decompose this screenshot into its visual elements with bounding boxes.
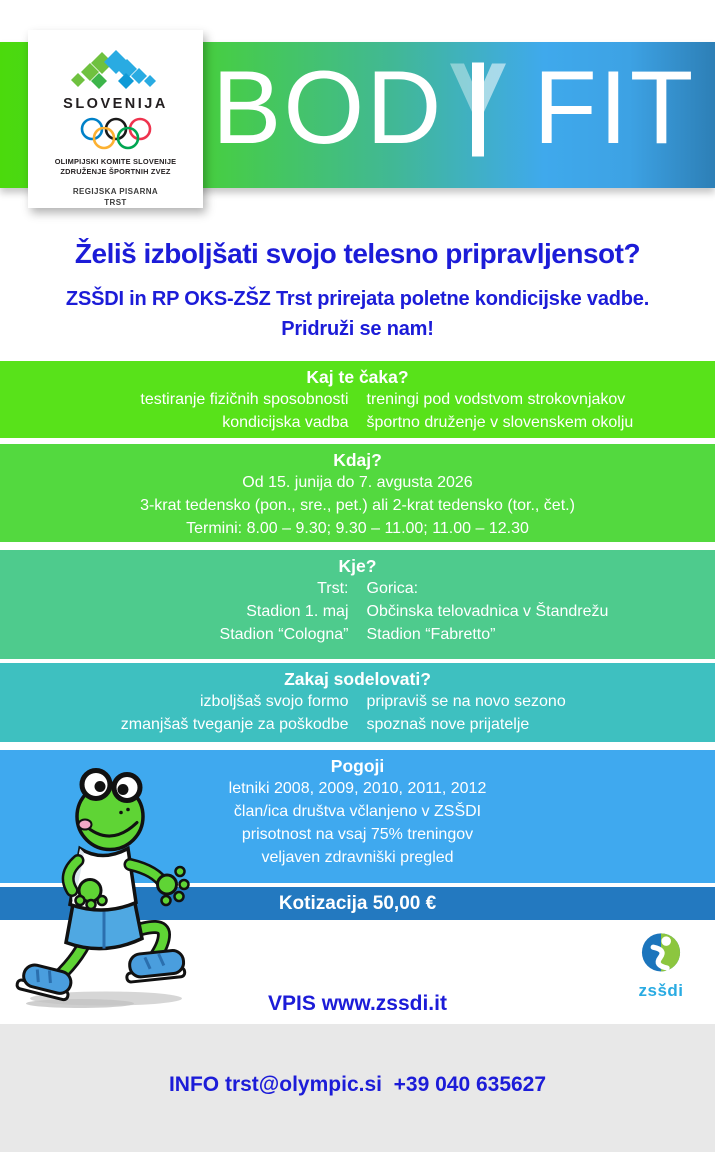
banner-word-body: BOD	[212, 56, 443, 160]
olympic-rings-icon	[79, 117, 153, 151]
section-line: Od 15. junija do 7. avgusta 2026	[0, 471, 715, 494]
section-cell: Stadion “Fabretto”	[367, 623, 715, 646]
section-title: Zakaj sodelovati?	[0, 663, 715, 690]
section-title: Kje?	[0, 550, 715, 577]
section-line: letniki 2008, 2009, 2010, 2011, 2012	[0, 777, 715, 800]
slovenija-label: SLOVENIJA	[63, 96, 168, 112]
committee-name-line2: ZDRUŽENJE ŠPORTNIH ZVEZ	[55, 167, 177, 177]
zssdi-logo	[618, 930, 704, 1001]
section-cell: Stadion 1. maj	[0, 600, 349, 623]
section-line: prisotnost na vsaj 75% treningov	[0, 823, 715, 846]
stylized-y-icon	[449, 60, 507, 159]
section-line: 3-krat tedensko (pon., sre., pet.) ali 2-krat tedensko (tor., čet.)	[0, 494, 715, 517]
section-cell: treningi pod vodstvom strokovnjakov	[367, 388, 715, 411]
section-cell: spoznaš nove prijatelje	[367, 713, 715, 736]
olympic-committee-logo-card	[28, 30, 203, 208]
section-title: Pogoji	[0, 750, 715, 777]
section-cell: pripraviš se na novo sezono	[367, 690, 715, 713]
section-title: Kdaj?	[0, 444, 715, 471]
section-cell: Trst:	[0, 577, 349, 600]
committee-name-line1: OLIMPIJSKI KOMITE SLOVENIJE	[55, 157, 177, 167]
section-cell: zmanjšaš tveganje za poškodbe	[0, 713, 349, 736]
section-cell: kondicijska vadba	[0, 411, 349, 434]
section-cell: testiranje fizičnih sposobnosti	[0, 388, 349, 411]
running-frog-mascot-illustration	[14, 770, 189, 1015]
section-cell: športno druženje v slovenskem okolju	[367, 411, 715, 434]
section-line: veljaven zdravniški pregled	[0, 846, 715, 869]
regional-office-line2: TRST	[73, 198, 158, 209]
footer-vpis-line: VPIS www.zssdi.it	[0, 990, 715, 1017]
zssdi-wordmark: zsšdi	[618, 981, 704, 1001]
section-kaj-te-caka	[0, 361, 715, 438]
footer-info-line: INFO trst@olympic.si +39 040 635627	[0, 1071, 715, 1098]
sub-headline-line2: Pridruži se nam!	[0, 314, 715, 344]
banner-title	[212, 56, 695, 160]
section-cell: Gorica:	[367, 577, 715, 600]
section-line: Termini: 8.00 – 9.30; 9.30 – 11.00; 11.00 – 12.30	[0, 517, 715, 540]
section-cell: Stadion “Cologna”	[0, 623, 349, 646]
zssdi-emblem-icon	[635, 930, 687, 980]
section-cell: izboljšaš svojo formo	[0, 690, 349, 713]
regional-office-line1: REGIJSKA PISARNA	[73, 187, 158, 198]
section-cell: Občinska telovadnica v Štandrežu	[367, 600, 715, 623]
section-zakaj-sodelovati	[0, 663, 715, 742]
sub-headline-line1: ZSŠDI in RP OKS-ZŠZ Trst prirejata poletne kondicijske vadbe.	[0, 284, 715, 314]
section-kje	[0, 550, 715, 659]
section-line: član/ica društva včlanjeno v ZSŠDI	[0, 800, 715, 823]
slovenija-mountain-icon	[68, 50, 164, 92]
main-headline: Želiš izboljšati svojo telesno pripravljensot?	[0, 238, 715, 270]
fee-bar: Kotizacija 50,00 €	[0, 887, 715, 920]
banner-word-fit: FIT	[533, 56, 695, 160]
sub-headline	[0, 284, 715, 344]
section-kdaj	[0, 444, 715, 542]
section-title: Kaj te čaka?	[0, 361, 715, 388]
